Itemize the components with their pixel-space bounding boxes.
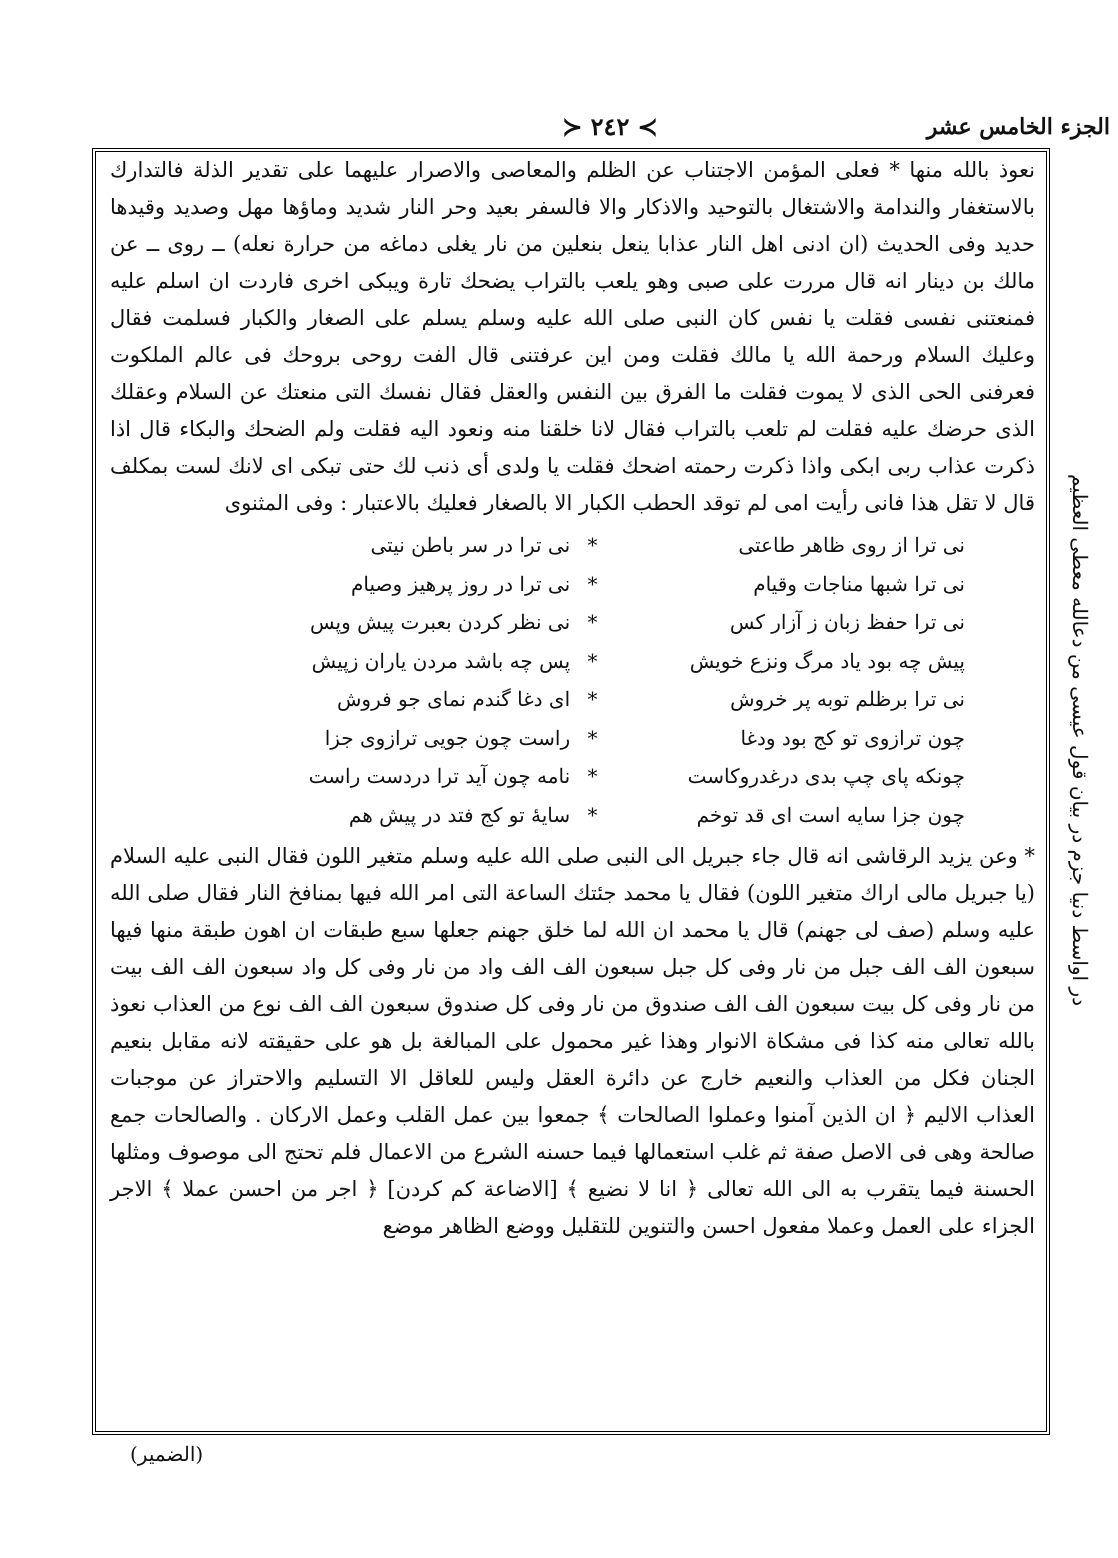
main-text bbox=[110, 152, 1035, 1245]
poem-verse bbox=[220, 796, 965, 835]
page-header bbox=[110, 112, 1110, 148]
verse-separator: * bbox=[587, 725, 598, 750]
verse-hemistich-2: نى ترا در روز پرهيز وصيام bbox=[351, 571, 571, 596]
page-number: ≻ ٢٤٢ ≺ bbox=[562, 112, 658, 141]
verse-hemistich-1: نى ترا حفظ زبان ز آزار كس bbox=[729, 610, 965, 634]
catchword: (الضمير) bbox=[130, 1442, 204, 1466]
poem-verse bbox=[220, 719, 965, 758]
poem-verse bbox=[220, 642, 965, 681]
paragraph-2: * وعن يزيد الرقاشى انه قال جاء جبريل الى النبى صلى الله عليه وسلم متغير اللون فقال النبى عليه السلام (يا جبريل مالى اراك متغير اللون) فقال يا محمد جئتك الساعة التى امر الله فيها بمنافخ النار فقال صلى الله عليه وسلم (صف لى جهنم) قال يا محمد ان الله لما خلق جهنم جعلها سبع طبقات ان اهون طبقة منها فيها سبعون الف الف جبل من نار وفى كل جبل سبعون الف الف واد من نار وفى كل واد سبعون الف الف بيت من نار وفى كل بيت سبعون الف الف صندوق من نار وفى كل صندوق سبعون الف الف نوع من العذاب نعوذ بالله تعالى منه كذا فى مشكاة الانوار وهذا غير محمول على المبالغة بل هو على حقيقته لانه مقابل بنعيم الجنان فكل من العذاب والنعيم خارج عن دائرة العقل وليس للعاقل الا التسليم والاحتراز عن موجبات العذاب الاليم ﴿ ان الذين آمنوا وعملوا الصالحات ﴾ جمعوا بين عمل القلب وعمل الاركان . والصالحات جمع صالحة وهى فى الاصل صفة ثم غلب استعمالها فيما حسنه الشرع من الاعمال فلم تحتج الى موصوف ومثلها الحسنة فيما يتقرب به الى الله تعالى ﴿ انا لا نضيع ﴾ [الاضاعة كم كردن] ﴿ اجر من احسن عملا ﴾ الاجر الجزاء على العمل وعملا مفعول احسن والتنوين للتقليل ووضع الظاهر موضع bbox=[110, 844, 1035, 1238]
verse-hemistich-2: پس چه باشد مردن ياران زپيش bbox=[311, 648, 571, 673]
margin-note-text: در اواسط دنيا جزم در بيان قول عيسى من دعالله معطى العظيم bbox=[1068, 473, 1092, 1007]
verse-separator: * bbox=[587, 648, 598, 673]
verse-hemistich-1: نى ترا از روى ظاهر طاعتى bbox=[738, 533, 965, 557]
verse-hemistich-2: نامه چون آيد ترا دردست راست bbox=[308, 764, 571, 788]
verse-separator: * bbox=[587, 687, 598, 711]
margin-note bbox=[1052, 473, 1108, 1007]
verse-separator: * bbox=[587, 764, 598, 788]
poem-verse bbox=[220, 757, 965, 796]
masnavi-poem bbox=[220, 526, 965, 834]
verse-hemistich-2: نى نظر كردن بعبرت پيش وپس bbox=[310, 610, 571, 634]
verse-hemistich-1: چون ترازوى تو كج بود ودغا bbox=[740, 725, 965, 750]
verse-hemistich-2: سايهٔ تو كج فتد در پيش هم bbox=[348, 802, 571, 827]
poem-verse bbox=[220, 603, 965, 642]
verse-separator: * bbox=[587, 610, 598, 634]
paragraph-1: نعوذ بالله منها * فعلى المؤمن الاجتناب عن الظلم والمعاصى والاصرار عليهما على تقدير الذلة فالتدارك بالاستغفار والندامة والاشتغال بالتوحيد والاذكار والا فالسفر بعيد وحر النار شديد وماؤها مهل وصديد وقيدها حديد وفى الحديث (ان ادنى اهل النار عذابا ينعل بنعلين من نار يغلى دماغه من حرارة نعله) ــ روى ــ عن مالك بن دينار انه قال مررت على صبى وهو يلعب بالتراب يضحك تارة ويبكى اخرى فاردت ان اسلم عليه فمنعتنى نفسى فقلت يا نفس كان النبى صلى الله عليه وسلم يسلم على الصغار والكبار فسلمت فقال وعليك السلام ورحمة الله يا مالك فقلت ومن اين عرفتنى قال الفت روحى بروحك فى عالم الملكوت فعرفنى الحى الذى لا يموت فقلت ما الفرق بين النفس والعقل فقال نفسك التى منعتك عن السلام وعقلك الذى حرضك عليه فقلت لم تلعب بالتراب فقال لانا خلقنا منه ونعود اليه فقلت ولم الضحك والبكاء قال اذا ذكرت عذاب ربى ابكى واذا ذكرت رحمته اضحك فقلت يا ولدى أى ذنب لك حتى تبكى اى لانك لست بمكلف قال لا تقل هذا فانى رأيت امى لم توقد الحطب الكبار الا بالصغار فعليك بالاعتبار : وفى المثنوى bbox=[110, 158, 1035, 515]
verse-hemistich-2: اى دغا گندم نماى جو فروش bbox=[337, 687, 571, 711]
verse-hemistich-2: راست چون جويى ترازوى جزا bbox=[324, 725, 571, 750]
part-title: الجزء الخامس عشر bbox=[926, 114, 1110, 140]
verse-hemistich-1: پيش چه بود ياد مرگ ونزع خويش bbox=[689, 648, 965, 673]
verse-hemistich-1: نى ترا شبها مناجات وقيام bbox=[753, 571, 965, 596]
verse-hemistich-1: چونكه پاى چپ بدى درغدروكاست bbox=[687, 764, 965, 788]
verse-separator: * bbox=[587, 802, 598, 827]
verse-hemistich-1: نى ترا برظلم توبه پر خروش bbox=[730, 687, 965, 711]
verse-separator: * bbox=[587, 571, 598, 596]
poem-verse bbox=[220, 565, 965, 604]
poem-verse bbox=[220, 680, 965, 719]
poem-verse bbox=[220, 526, 965, 565]
verse-hemistich-2: نى ترا در سر باطن نيتى bbox=[370, 533, 571, 557]
verse-hemistich-1: چون جزا سايه است اى قد توخم bbox=[696, 802, 965, 827]
verse-separator: * bbox=[587, 533, 598, 557]
